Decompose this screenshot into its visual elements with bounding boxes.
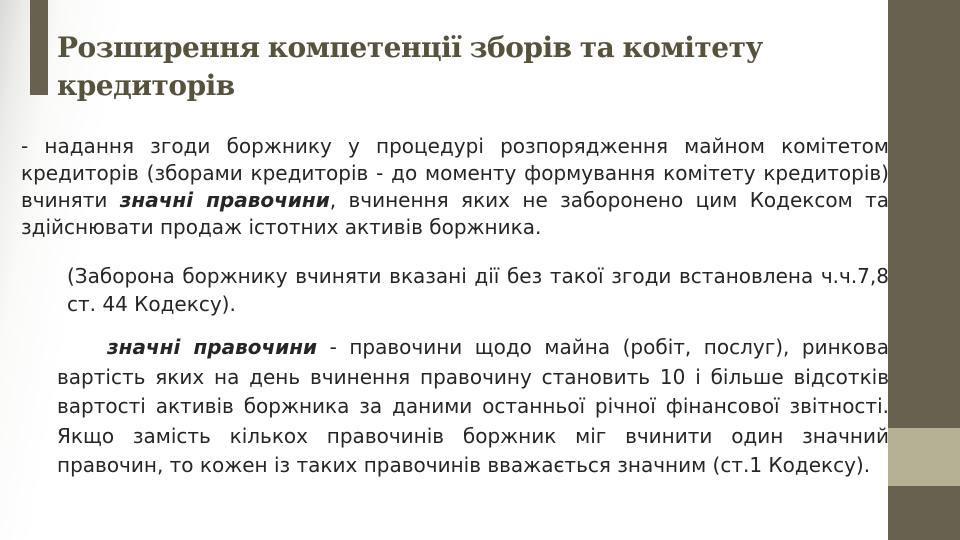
paragraph-3-text: - правочини щодо майна (робіт, послуг), ринкова вартість яких на день вчинення правочину становить 10 і більше відсотків вартості активів боржника за даними останньої річної фінансової звітності. Якщо замість кількох правочинів боржник міг вчинити один значний правочин, то кожен із таких правочинів вважається значним (ст.1 Кодексу). [57, 335, 890, 477]
paragraph-3 [57, 333, 889, 481]
paragraph-1 [21, 133, 889, 241]
top-left-accent-rect [30, 0, 48, 95]
slide-title: Розширення компетенції зборів та комітету кредиторів [57, 30, 763, 102]
paragraph-3-bold-term: значні правочини [107, 335, 318, 359]
paragraph-1-bold-term: значні правочини [119, 188, 330, 212]
paragraph-1-text-after: , вчинення яких не заборонено цим Кодексом та здійснювати продаж істотних активів боржника. [21, 188, 890, 239]
paragraph-1-text: - надання згоди боржнику у процедурі розпорядження майном комітетом кредиторів (зборами кредиторів - до моменту формування комітету кредиторів) вчиняти [21, 134, 889, 212]
accent-bar-light-band [888, 428, 960, 486]
paragraph-2: (Заборона боржнику вчиняти вказані дії без такої згоди встановлена ч.ч.7,8 ст. 44 Кодексу). [67, 264, 889, 316]
right-accent-bar [888, 0, 960, 540]
body-text [21, 133, 889, 481]
